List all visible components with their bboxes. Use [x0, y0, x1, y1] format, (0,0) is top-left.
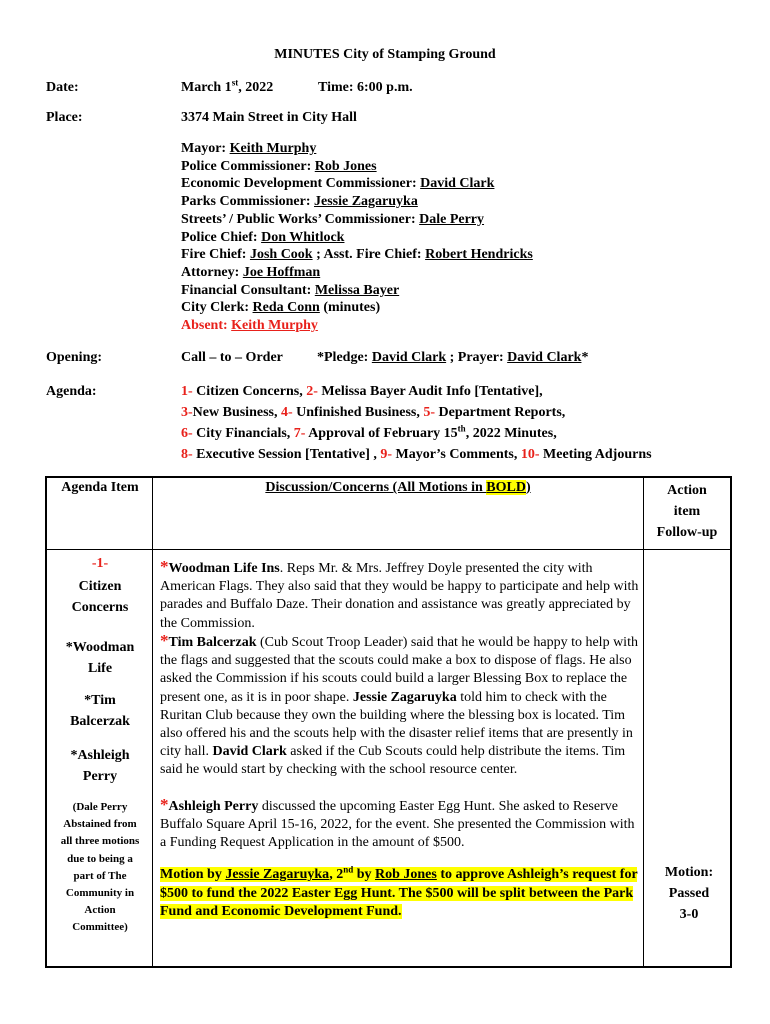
agenda-list: 1- Citizen Concerns, 2- Melissa Bayer Audit Info [Tentative], 3-New Business, 4- Unfinished Business, 5- Department Reports, 6- City Financials, 7- Approval of February 15th, 2022 Minutes, 8- Executive Session [Tentative] , 9- Mayor’s Comments, 10- Meeting Adjourns	[181, 384, 652, 462]
date-label: Date:	[46, 80, 79, 95]
col-header-agenda-item: Agenda Item	[61, 480, 139, 495]
attendee-line: City Clerk: Reda Conn (minutes)	[181, 300, 381, 316]
agenda-item-number: -1-	[91, 556, 109, 571]
opening-call: Call – to – Order	[181, 350, 283, 365]
agenda-item-title: Citizen Concerns	[71, 579, 129, 615]
motion-text: Motion by Jessie Zagaruyka, 2nd by Rob Jones to approve Ashleigh’s request for $500 to fund the 2022 Easter Egg Hunt. The $500 will be split between the Park Fund and Economic Development Fund.	[160, 864, 638, 919]
attendee-line: Economic Development Commissioner: David Clark	[181, 176, 495, 192]
opening-pledge-prayer: *Pledge: David Clark ; Prayer: David Clark*	[317, 350, 589, 365]
action-result: Motion: Passed 3-0	[664, 865, 714, 922]
subitem-woodman: *Woodman Life	[65, 640, 135, 676]
agenda-num: 1-	[181, 384, 193, 399]
col-header-discussion: Discussion/Concerns (All Motions in BOLD)	[265, 480, 531, 495]
discussion-tim: *Tim Balcerzak (Cub Scout Troop Leader) said that he would be happy to help with the flags and suggested that the scouts could make a box to dispose of flags. He also asked the Commission if his scouts could build a larger Blessing Box to replace the present one, as it is in poor shape. Jessie Zagaruyka told him to check with the Ruritan Club because they own the building where the blessing box is located. Tim also offered his and the scouts help with the disaster relief items that are presently in city hall. David Clark asked if the Cub Scouts could help distribute the items. Tim said he would start by checking with the school resource center.	[160, 631, 638, 778]
time-value: Time: 6:00 p.m.	[318, 80, 413, 95]
date-value: March 1st, 2022	[181, 77, 274, 95]
document-title: MINUTES City of Stamping Ground	[274, 47, 496, 62]
opening-label: Opening:	[46, 350, 103, 365]
subitem-ashleigh: *Ashleigh Perry	[70, 748, 130, 784]
attendee-list	[181, 140, 533, 335]
attendee-line: Streets’ / Public Works’ Commissioner: Dale Perry	[181, 211, 485, 227]
place-value: 3374 Main Street in City Hall	[181, 110, 357, 125]
discussion-ashleigh: *Ashleigh Perry discussed the upcoming Easter Egg Hunt. She asked to Reserve Buffalo Square April 15-16, 2022, for the event. She presented the Commission with a Funding Request Application in the amount of $500.	[160, 795, 635, 851]
attendee-line: Fire Chief: Josh Cook ; Asst. Fire Chief: Robert Hendricks	[181, 247, 533, 263]
table-bottom-border	[45, 966, 732, 968]
subitem-tim: *Tim Balcerzak	[70, 693, 130, 729]
col-header-action: Action item Follow-up	[656, 483, 718, 540]
place-label: Place:	[46, 110, 83, 125]
absent-line: Absent: Keith Murphy	[181, 318, 318, 334]
discussion-woodman: *Woodman Life Ins. Reps Mr. & Mrs. Jeffrey Doyle presented the city with American Flags. They also said that they would be happy to participate and help with parades and Buffalo Daze. Their donation and assistance was greatly appreciated by the Commission.	[160, 557, 639, 631]
agenda-label: Agenda:	[46, 384, 97, 399]
attendee-line: Attorney: Joe Hoffman	[181, 264, 321, 280]
attendee-line: Parks Commissioner: Jessie Zagaruyka	[181, 194, 418, 210]
attendee-line: Police Commissioner: Rob Jones	[181, 158, 377, 174]
table-header-border	[45, 549, 732, 550]
attendee-line: Financial Consultant: Melissa Bayer	[181, 282, 400, 298]
attendee-line: Police Chief: Don Whitlock	[181, 229, 345, 245]
attendee-line: Mayor: Keith Murphy	[181, 141, 317, 156]
abstain-note: (Dale Perry Abstained from all three motions due to being a part of The Community in Action Committee)	[60, 801, 140, 934]
table-top-border	[45, 476, 732, 478]
